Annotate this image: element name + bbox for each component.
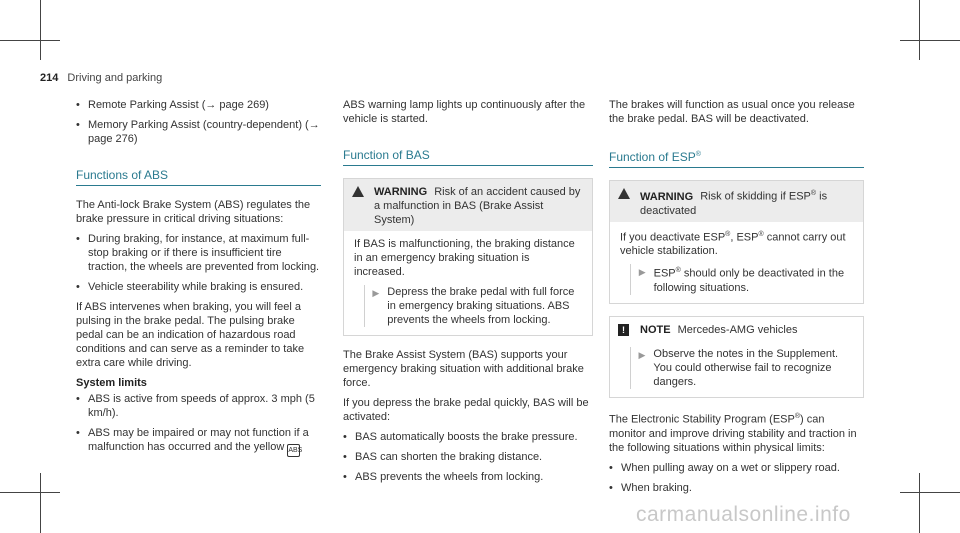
crop-mark <box>0 40 60 41</box>
crop-mark <box>900 40 960 41</box>
abs-intervene-text: If ABS intervenes when braking, you will feel a pulsing in the brake pedal. The pulsing brake pedal can be an indication of hazardous road conditions and can serve as a reminder to take extra care while driving. <box>76 301 305 369</box>
bas-warning-box <box>343 178 593 336</box>
note-box <box>609 316 864 398</box>
page-header <box>40 72 162 84</box>
abs-limits <box>76 392 321 457</box>
list-item: • Remote Parking Assist (→ page 269) <box>76 98 321 112</box>
warning-body-text: If BAS is malfunctioning, the braking distance in an emergency braking situation is increased. <box>354 238 575 278</box>
column-middle <box>343 98 593 490</box>
brakes-text: The brakes will function as usual once you release the brake pedal. BAS will be deactivated. <box>609 99 855 125</box>
function-bas-title: Function of BAS <box>343 148 593 166</box>
action-arrow-icon: ▶ <box>638 267 646 278</box>
note-head-text: Mercedes-AMG vehicles <box>677 323 798 336</box>
abs-warning-lamp-icon: ABS <box>287 444 300 457</box>
warning-body <box>344 231 592 335</box>
functions-abs-title: Functions of ABS <box>76 168 321 186</box>
column-right <box>609 98 864 501</box>
abs-lamp-text: ABS warning lamp lights up continuously after the vehicle is started. <box>343 99 586 125</box>
action-arrow-icon: ▶ <box>372 288 380 298</box>
crop-mark <box>40 473 41 533</box>
limit-text: ABS may be impaired or may not function if a malfunction has occurred and the yellow <box>88 427 309 453</box>
warning-label: WARNING <box>640 190 694 203</box>
note-label: NOTE <box>640 323 671 336</box>
esp-list <box>609 461 864 495</box>
crop-mark <box>900 492 960 493</box>
list-item <box>76 426 321 457</box>
list-item: • Memory Parking Assist (country-dependent) (→ page 276) <box>76 118 321 146</box>
bas-para-2: If you depress the brake pedal quickly, BAS will be activated: <box>343 397 589 423</box>
warning-action: ▶ ESP® should only be deactivated in the following situations. <box>620 264 853 295</box>
warning-triangle-icon <box>352 186 364 197</box>
abs-intro: The Anti-lock Brake System (ABS) regulates the brake pressure in critical driving situations: <box>76 199 311 225</box>
crop-mark <box>40 0 41 60</box>
note-icon: ! <box>618 324 629 336</box>
watermark: carmanualsonline.info <box>636 503 851 526</box>
list-item: • ABS is active from speeds of approx. 3 mph (5 km/h). <box>76 392 321 420</box>
note-header <box>610 317 863 341</box>
warning-header <box>344 179 592 231</box>
system-limits-heading: System limits <box>76 377 147 389</box>
bas-list <box>343 430 593 484</box>
list-item: • During braking, for instance, at maximum full-stop braking or if there is insufficient tire traction, the wheels are prevented from locking. <box>76 232 321 274</box>
esp-para: The Electronic Stability Program (ESP®) can monitor and improve driving stability and traction in the following situations within physical limits: <box>609 412 857 454</box>
warning-action-text: Depress the brake pedal with full force in emergency braking situations. ABS prevents the wheels from locking. <box>387 286 575 326</box>
note-action-text: Observe the notes in the Supplement. You could otherwise fail to recognize dangers. <box>653 347 839 388</box>
warning-body <box>610 222 863 303</box>
esp-warning-box <box>609 180 864 304</box>
abs-situations <box>76 232 321 294</box>
crop-mark <box>0 492 60 493</box>
list-item: • When braking. <box>609 481 864 495</box>
list-item: • BAS automatically boosts the brake pressure. <box>343 430 593 444</box>
note-action <box>620 347 853 389</box>
warning-action <box>354 285 582 327</box>
warning-body-text: If you deactivate ESP®, ESP® cannot carry out vehicle stabilization. <box>620 230 846 258</box>
section-title: Driving and parking <box>67 72 163 84</box>
assist-list <box>76 98 321 146</box>
list-item: • Vehicle steerability while braking is ensured. <box>76 280 321 294</box>
warning-triangle-icon <box>618 188 630 199</box>
crop-mark <box>919 473 920 533</box>
column-left <box>76 98 321 463</box>
list-item: • BAS can shorten the braking distance. <box>343 450 593 464</box>
page-number: 214 <box>40 72 59 84</box>
crop-mark <box>919 0 920 60</box>
warning-head-text: Risk of an accident caused by a malfunction in BAS (Brake Assist System) <box>374 186 581 226</box>
list-item: • When pulling away on a wet or slippery road. <box>609 461 864 475</box>
warning-header: WARNING Risk of skidding if ESP® is deactivated <box>610 181 863 222</box>
action-arrow-icon: ▶ <box>638 349 646 360</box>
warning-label: WARNING <box>374 186 428 198</box>
function-esp-title: Function of ESP® <box>609 148 864 168</box>
note-body <box>610 341 863 397</box>
bas-para-1: The Brake Assist System (BAS) supports your emergency braking situation with additional brake force. <box>343 349 584 389</box>
list-item: • ABS prevents the wheels from locking. <box>343 470 593 484</box>
